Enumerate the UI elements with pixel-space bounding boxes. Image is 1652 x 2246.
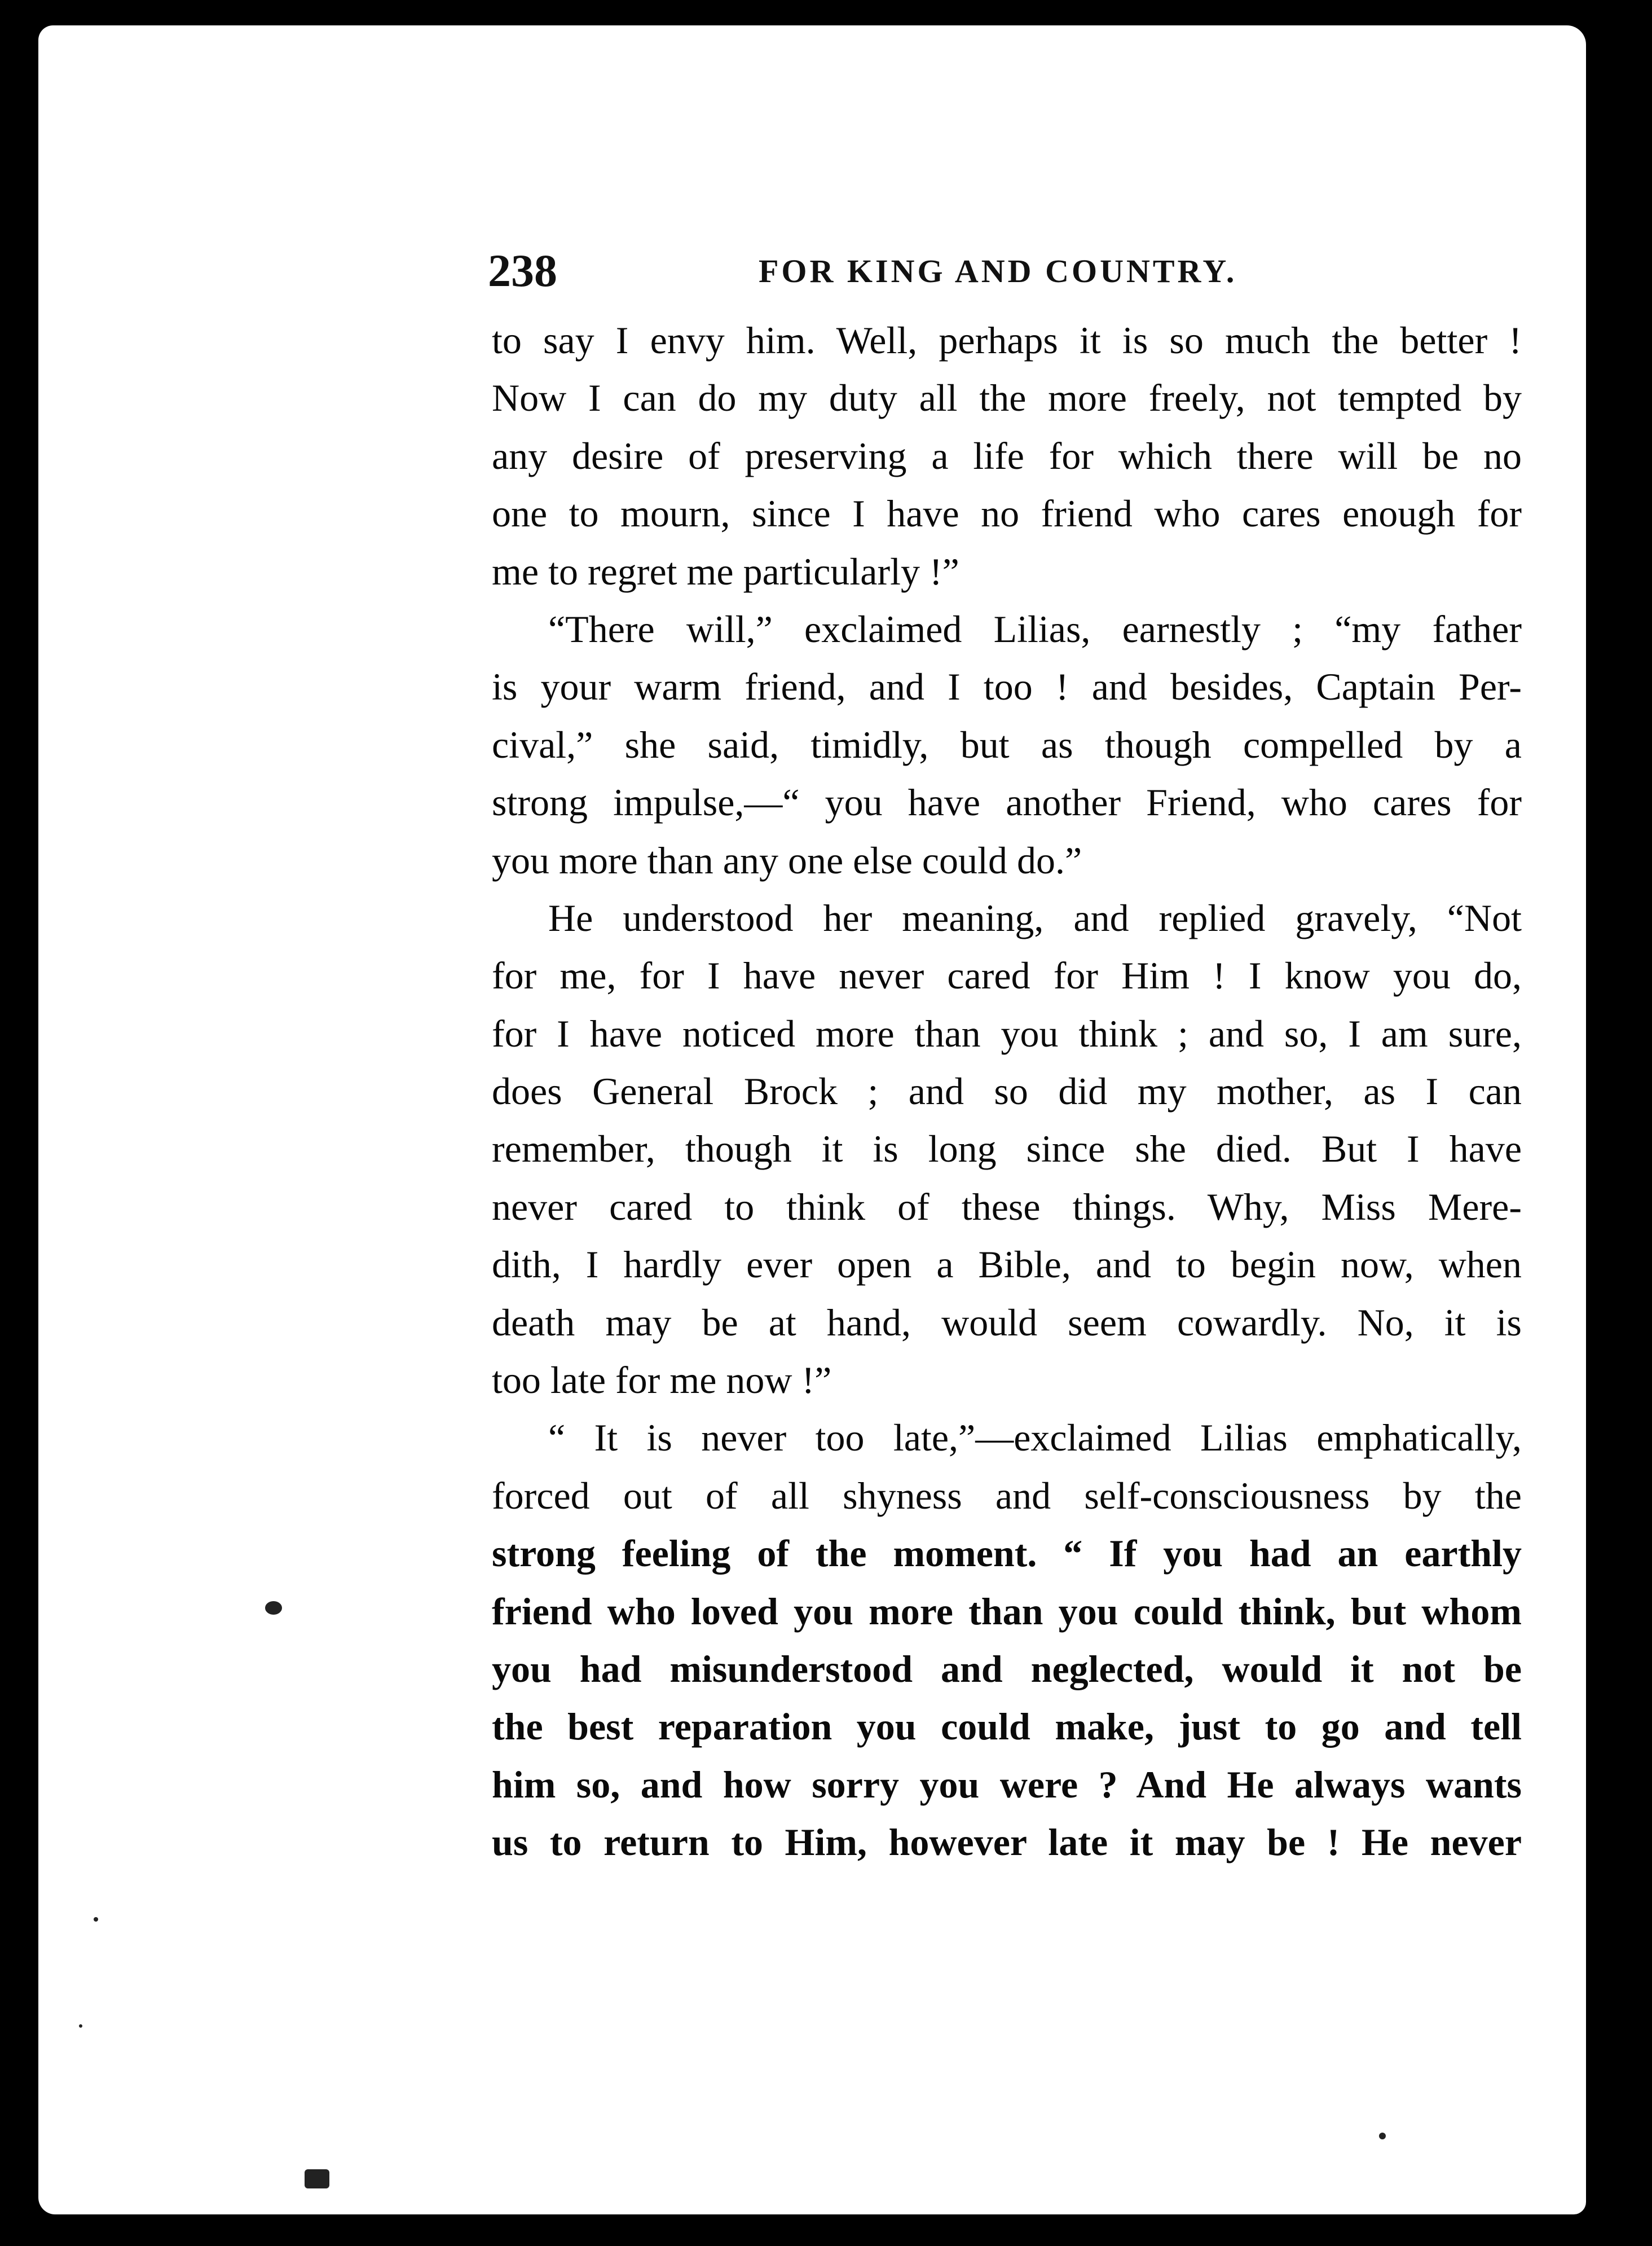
text-line: you more than any one else could do.” (492, 838, 1082, 882)
text-line: one to mourn, since I have no friend who cares enough for (492, 492, 1522, 535)
text-line: any desire of preserving a life for which there will be no (492, 434, 1522, 477)
body-text (492, 311, 1522, 1871)
text-line: him so, and how sorry you were ? And He always wants (492, 1762, 1522, 1806)
text-line: you had misunderstood and neglected, would it not be (492, 1647, 1522, 1690)
text-line: strong feeling of the moment. “ If you had an earthly (492, 1532, 1522, 1575)
text-line: for me, for I have never cared for Him ! I know you do, (492, 954, 1522, 997)
text-line: death may be at hand, would seem cowardly. No, it is (492, 1300, 1522, 1344)
text-line: dith, I hardly ever open a Bible, and to begin now, when (492, 1243, 1522, 1286)
text-line: me to regret me particularly !” (492, 550, 959, 593)
scan-speck (265, 1601, 282, 1615)
text-line: does General Brock ; and so did my mother, as I can (492, 1070, 1522, 1113)
text-line: too late for me now !” (492, 1359, 832, 1402)
text-line: Now I can do my duty all the more freely, not tempted by (492, 376, 1522, 420)
page-number: 238 (488, 245, 557, 296)
text-line: us to return to Him, however late it may be ! He never (492, 1821, 1522, 1864)
text-line: is your warm friend, and I too ! and besides, Captain Per- (492, 665, 1522, 709)
text-line: cival,” she said, timidly, but as though compelled by a (492, 723, 1522, 766)
text-line: the best reparation you could make, just to go and tell (492, 1705, 1522, 1748)
text-line: never cared to think of these things. Why, Miss Mere- (492, 1185, 1522, 1228)
scan-speck (79, 2024, 82, 2028)
scan-speck (1379, 2133, 1386, 2139)
text-line: for I have noticed more than you think ; and so, I am sure, (492, 1012, 1522, 1055)
text-line: remember, though it is long since she died. But I have (492, 1127, 1522, 1171)
text-line: strong impulse,—“ you have another Friend, who cares for (492, 781, 1522, 824)
text-line: He understood her meaning, and replied gravely, “Not (548, 896, 1522, 939)
scan-speck (94, 1917, 98, 1922)
page-header (488, 240, 1548, 302)
text-line: friend who loved you more than you could think, but whom (492, 1589, 1522, 1633)
running-title: FOR KING AND COUNTRY. (759, 253, 1237, 289)
text-line: forced out of all shyness and self-consciousness by the (492, 1474, 1522, 1517)
text-line: to say I envy him. Well, perhaps it is so much the better ! (492, 319, 1522, 362)
text-line: “There will,” exclaimed Lilias, earnestly ; “my father (548, 607, 1522, 650)
scan-speck (305, 2169, 329, 2188)
text-line: “ It is never too late,”—exclaimed Lilias emphatically, (548, 1416, 1522, 1460)
